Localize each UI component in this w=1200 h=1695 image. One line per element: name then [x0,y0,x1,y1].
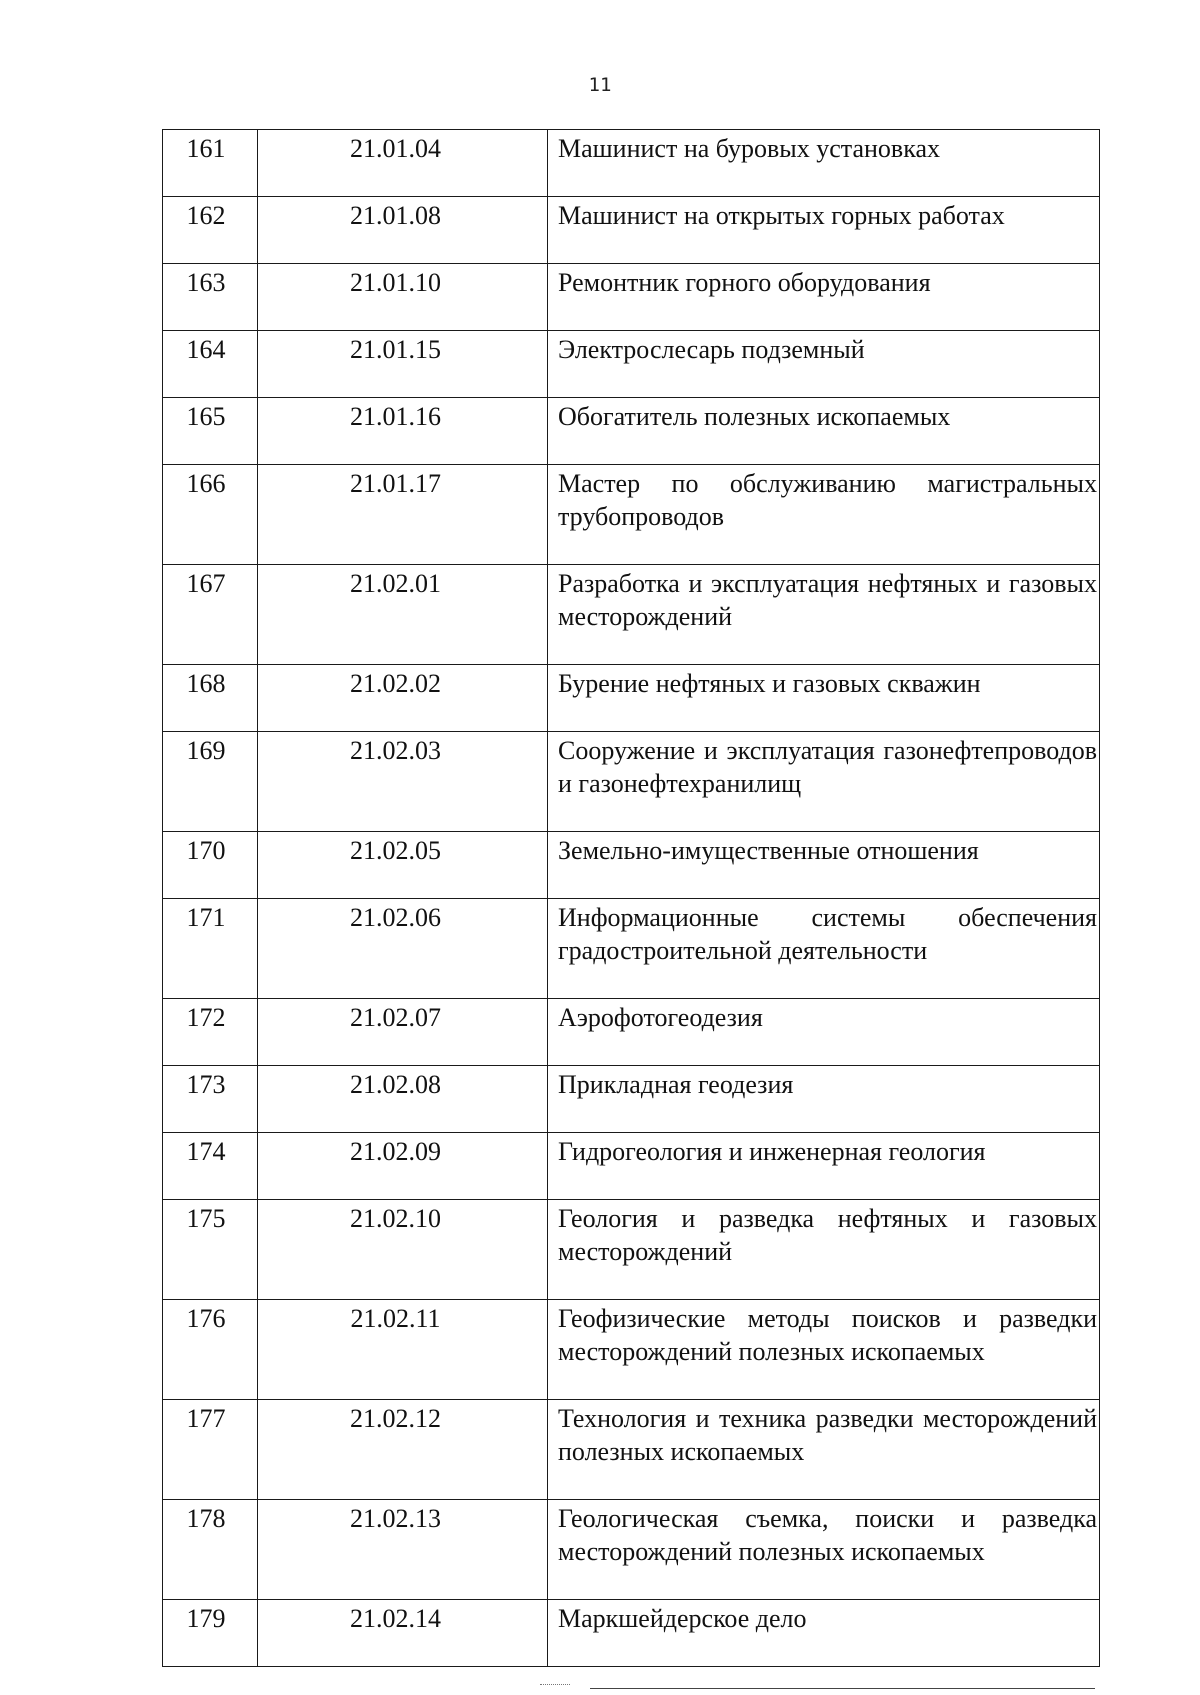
specialty-name-cell: Маркшейдерское дело [548,1600,1100,1667]
table-row [163,1300,1100,1400]
row-number-cell: 177 [163,1400,258,1500]
table-row [163,1133,1100,1200]
specialty-name-cell: Мастер по обслуживанию магистральных трубопроводов [548,465,1100,565]
row-number-cell: 161 [163,130,258,197]
row-number-cell: 166 [163,465,258,565]
table-row [163,197,1100,264]
specialty-code-cell: 21.01.16 [258,398,548,465]
row-number-cell: 169 [163,732,258,832]
specialty-code-cell: 21.02.08 [258,1066,548,1133]
specialty-code-cell: 21.01.08 [258,197,548,264]
specialty-name-cell: Технология и техника разведки месторождений полезных ископаемых [548,1400,1100,1500]
specialty-code-cell: 21.01.17 [258,465,548,565]
specialty-code-cell: 21.02.12 [258,1400,548,1500]
row-number-cell: 176 [163,1300,258,1400]
specialty-code-cell: 21.02.05 [258,832,548,899]
table-row [163,331,1100,398]
table-row [163,665,1100,732]
table-row [163,1500,1100,1600]
specialties-table-container [162,129,1099,1667]
specialty-name-cell: Геология и разведка нефтяных и газовых месторождений [548,1200,1100,1300]
table-row [163,465,1100,565]
specialty-code-cell: 21.02.06 [258,899,548,999]
specialty-name-cell: Геологическая съемка, поиски и разведка месторождений полезных ископаемых [548,1500,1100,1600]
specialty-code-cell: 21.01.10 [258,264,548,331]
row-number-cell: 170 [163,832,258,899]
table-row [163,130,1100,197]
specialty-name-cell: Разработка и эксплуатация нефтяных и газовых месторождений [548,565,1100,665]
row-number-cell: 164 [163,331,258,398]
row-number-cell: 173 [163,1066,258,1133]
table-body [163,130,1100,1667]
specialty-name-cell: Ремонтник горного оборудования [548,264,1100,331]
table-row [163,398,1100,465]
specialty-name-cell: Машинист на открытых горных работах [548,197,1100,264]
row-number-cell: 162 [163,197,258,264]
table-row [163,1600,1100,1667]
specialty-name-cell: Бурение нефтяных и газовых скважин [548,665,1100,732]
page-number: 11 [588,74,612,96]
row-number-cell: 171 [163,899,258,999]
specialty-name-cell: Информационные системы обеспечения градостроительной деятельности [548,899,1100,999]
table-row [163,565,1100,665]
row-number-cell: 168 [163,665,258,732]
row-number-cell: 174 [163,1133,258,1200]
specialty-code-cell: 21.01.04 [258,130,548,197]
row-number-cell: 165 [163,398,258,465]
row-number-cell: 179 [163,1600,258,1667]
specialty-name-cell: Геофизические методы поисков и разведки месторождений полезных ископаемых [548,1300,1100,1400]
specialty-name-cell: Гидрогеология и инженерная геология [548,1133,1100,1200]
row-number-cell: 167 [163,565,258,665]
specialty-name-cell: Электрослесарь подземный [548,331,1100,398]
table-row [163,264,1100,331]
specialty-code-cell: 21.02.11 [258,1300,548,1400]
specialty-code-cell: 21.02.02 [258,665,548,732]
row-number-cell: 178 [163,1500,258,1600]
table-row [163,999,1100,1066]
specialty-name-cell: Сооружение и эксплуатация газонефтепроводов и газонефтехранилищ [548,732,1100,832]
specialty-code-cell: 21.02.03 [258,732,548,832]
specialty-code-cell: 21.02.01 [258,565,548,665]
bottom-scan-mark [540,1684,570,1685]
specialty-code-cell: 21.02.14 [258,1600,548,1667]
specialty-code-cell: 21.02.13 [258,1500,548,1600]
table-row [163,1200,1100,1300]
row-number-cell: 175 [163,1200,258,1300]
specialty-name-cell: Аэрофотогеодезия [548,999,1100,1066]
bottom-rule [590,1688,1095,1689]
row-number-cell: 172 [163,999,258,1066]
specialty-code-cell: 21.02.09 [258,1133,548,1200]
specialty-code-cell: 21.01.15 [258,331,548,398]
table-row [163,832,1100,899]
table-row [163,1400,1100,1500]
specialty-name-cell: Земельно-имущественные отношения [548,832,1100,899]
specialty-code-cell: 21.02.07 [258,999,548,1066]
table-row [163,1066,1100,1133]
table-row [163,732,1100,832]
specialty-name-cell: Прикладная геодезия [548,1066,1100,1133]
specialty-code-cell: 21.02.10 [258,1200,548,1300]
table-row [163,899,1100,999]
specialty-name-cell: Обогатитель полезных ископаемых [548,398,1100,465]
row-number-cell: 163 [163,264,258,331]
specialties-table [162,129,1100,1667]
specialty-name-cell: Машинист на буровых установках [548,130,1100,197]
